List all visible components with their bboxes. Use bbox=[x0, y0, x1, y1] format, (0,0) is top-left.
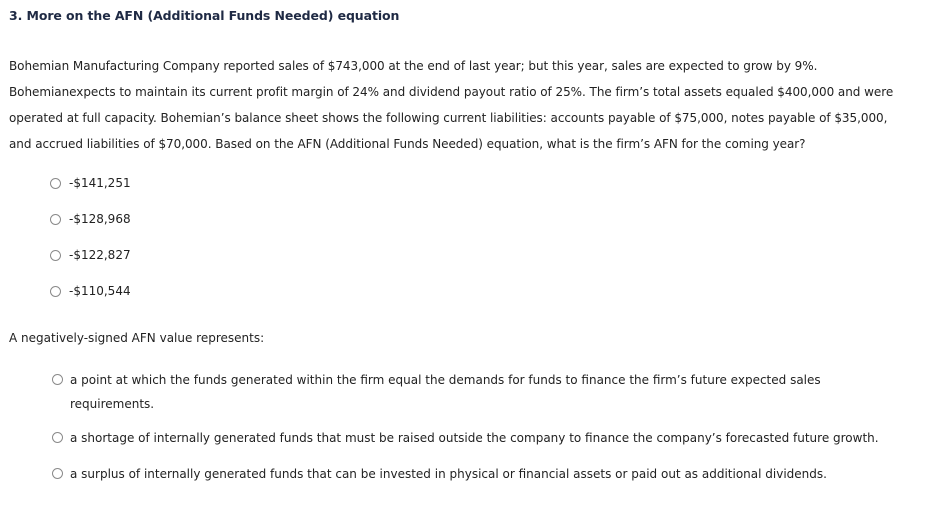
question2-option-2[interactable] bbox=[52, 428, 912, 464]
radio-button[interactable] bbox=[50, 214, 61, 225]
option-text-line: a point at which the funds generated within the firm equal the demands for funds to finance the firm’s future expected sales bbox=[70, 373, 821, 387]
radio-button[interactable] bbox=[50, 250, 61, 261]
answer-option-4[interactable] bbox=[50, 273, 131, 309]
radio-button[interactable] bbox=[50, 286, 61, 297]
answer-option-3[interactable] bbox=[50, 237, 131, 273]
radio-button[interactable] bbox=[50, 178, 61, 189]
option-text bbox=[70, 368, 821, 416]
option-text-line: requirements. bbox=[70, 397, 155, 411]
option-text: a shortage of internally generated funds that must be raised outside the company to finance the company’s forecasted future growth. bbox=[70, 431, 879, 445]
question2-options bbox=[52, 370, 912, 500]
answer-option-1[interactable] bbox=[50, 165, 131, 201]
question-line: Bohemianexpects to maintain its current profit margin of 24% and dividend payout ratio of 25%. The firm’s total assets equaled $400,000 and were bbox=[9, 85, 894, 99]
answer-label: -$110,544 bbox=[69, 284, 131, 298]
answer-options bbox=[50, 165, 131, 309]
question2-prompt: A negatively-signed AFN value represents: bbox=[9, 331, 265, 345]
question-line: Bohemian Manufacturing Company reported sales of $743,000 at the end of last year; but this year, sales are expected to grow by 9%. bbox=[9, 59, 818, 73]
radio-button[interactable] bbox=[52, 432, 63, 443]
question2-option-1[interactable] bbox=[52, 370, 912, 428]
option-text: a surplus of internally generated funds that can be invested in physical or financial assets or paid out as additional dividends. bbox=[70, 467, 827, 481]
radio-button[interactable] bbox=[52, 468, 63, 479]
answer-label: -$128,968 bbox=[69, 212, 131, 226]
question-line: and accrued liabilities of $70,000. Based on the AFN (Additional Funds Needed) equation, what is the firm’s AFN for the coming year? bbox=[9, 137, 806, 151]
question-text bbox=[9, 53, 921, 157]
question-title: 3. More on the AFN (Additional Funds Needed) equation bbox=[9, 8, 400, 23]
question2-option-3[interactable] bbox=[52, 464, 912, 500]
answer-option-2[interactable] bbox=[50, 201, 131, 237]
radio-button[interactable] bbox=[52, 374, 63, 385]
answer-label: -$141,251 bbox=[69, 176, 131, 190]
question-line: operated at full capacity. Bohemian’s balance sheet shows the following current liabilities: accounts payable of $75,000, notes payable of $35,000, bbox=[9, 111, 888, 125]
answer-label: -$122,827 bbox=[69, 248, 131, 262]
